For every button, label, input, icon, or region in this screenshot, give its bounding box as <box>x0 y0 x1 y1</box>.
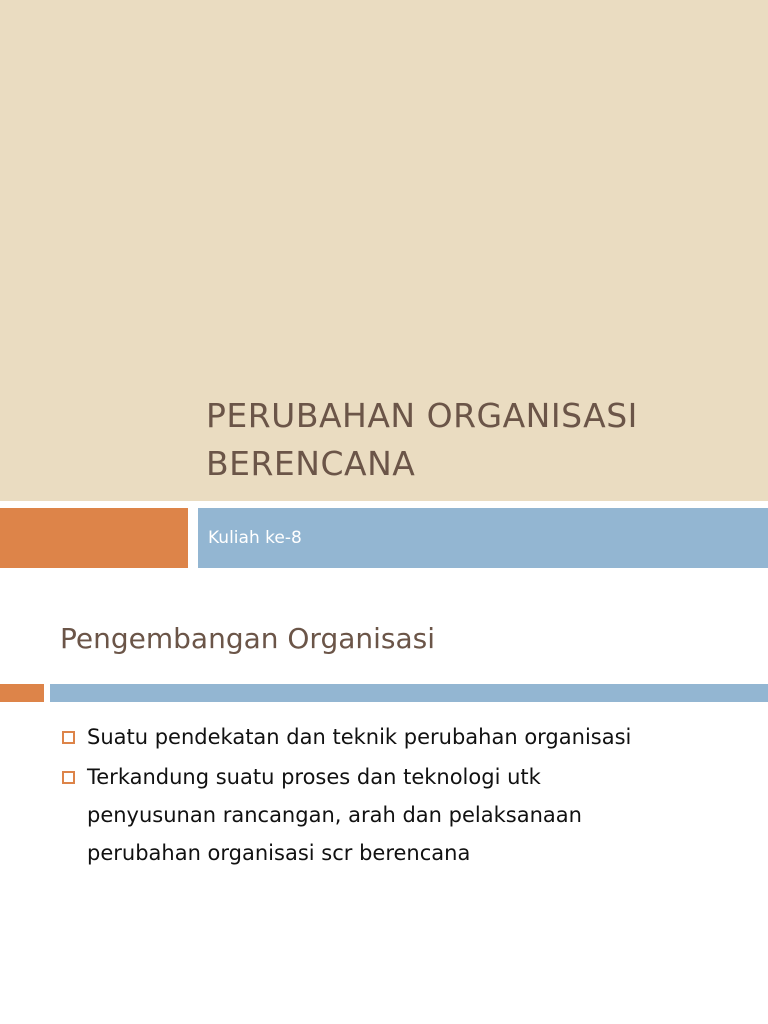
square-bullet-icon <box>62 731 75 744</box>
orange-accent-bar <box>0 508 188 568</box>
square-bullet-icon <box>62 771 75 784</box>
title-line-2: BERENCANA <box>206 444 416 483</box>
title-slide-subtitle: Kuliah ke-8 <box>208 528 302 548</box>
heading-blue-accent-bar <box>50 684 768 702</box>
title-slide-heading <box>206 392 746 488</box>
bullet-text-line: penyusunan rancangan, arah dan pelaksanaan <box>87 803 582 827</box>
bullet-list <box>60 718 750 874</box>
bullet-item <box>60 718 750 756</box>
bullet-text-line: Terkandung suatu proses dan teknologi utk <box>87 765 541 789</box>
content-slide-heading: Pengembangan Organisasi <box>60 622 436 655</box>
bullet-item <box>60 758 750 872</box>
title-line-1: PERUBAHAN ORGANISASI <box>206 396 638 435</box>
bullet-text-line: perubahan organisasi scr berencana <box>87 841 471 865</box>
heading-orange-accent-bar <box>0 684 44 702</box>
bullet-text-line: Suatu pendekatan dan teknik perubahan organisasi <box>87 725 632 749</box>
